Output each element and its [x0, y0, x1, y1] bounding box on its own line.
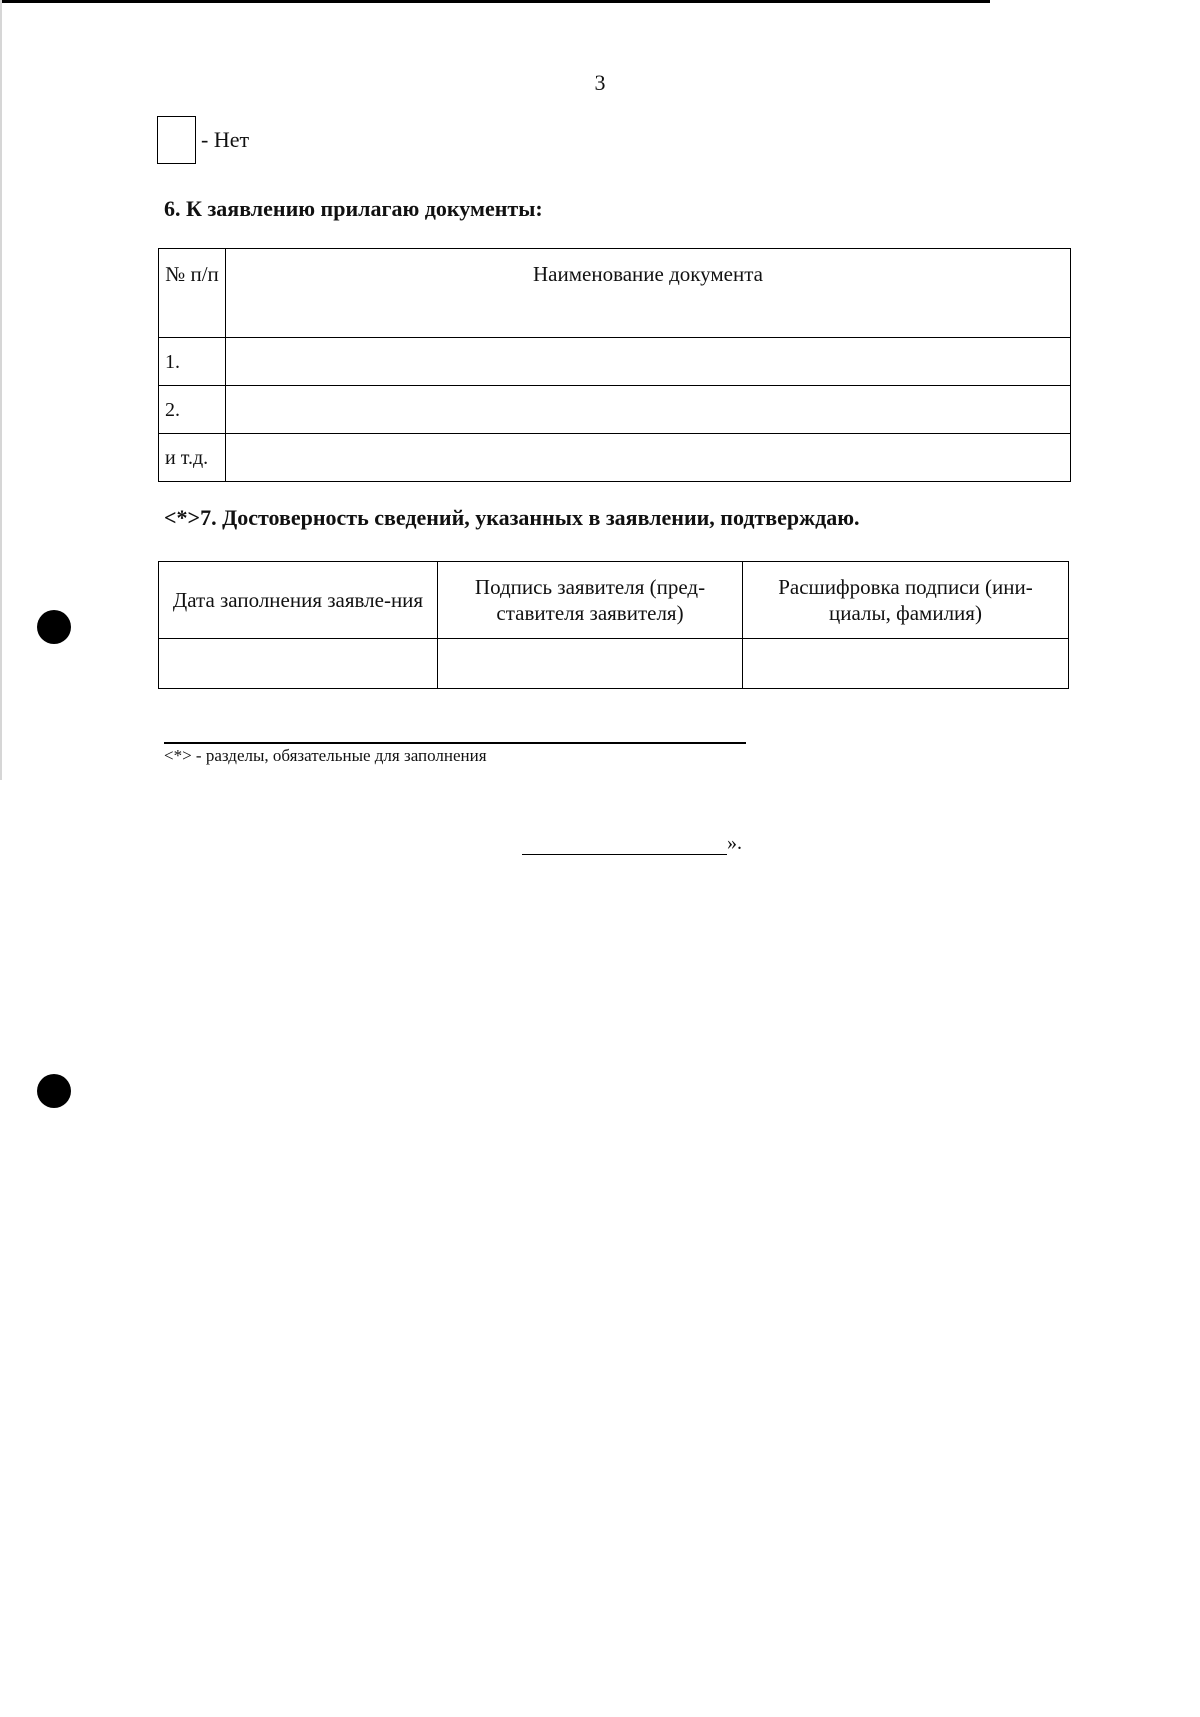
- document-name-cell[interactable]: [226, 386, 1071, 434]
- date-cell[interactable]: [159, 639, 438, 689]
- no-option: [157, 116, 249, 164]
- column-header-date: Дата заполнения заявле-ния: [159, 562, 438, 639]
- table-row: [159, 639, 1069, 689]
- closing-mark: [522, 832, 742, 855]
- table-header-row: [159, 562, 1069, 639]
- column-header-number: № п/п: [159, 249, 226, 338]
- column-header-document-name: Наименование документа: [226, 249, 1071, 338]
- table-header-row: [159, 249, 1071, 338]
- column-header-signature-decoding: Расшифровка подписи (ини-циалы, фамилия): [743, 562, 1069, 639]
- document-name-cell[interactable]: [226, 338, 1071, 386]
- closing-underline: [522, 834, 727, 855]
- closing-quote: ».: [727, 832, 742, 854]
- section-6-heading: 6. К заявлению прилагаю документы:: [164, 196, 543, 221]
- row-number: и т.д.: [159, 434, 226, 482]
- no-label: - Нет: [201, 127, 250, 152]
- signature-decoding-cell[interactable]: [743, 639, 1069, 689]
- table-row: [159, 338, 1071, 386]
- scan-left-edge: [0, 0, 2, 780]
- table-row: [159, 434, 1071, 482]
- page-number: 3: [594, 70, 606, 95]
- table-row: [159, 386, 1071, 434]
- footnote-separator: [164, 742, 746, 744]
- punch-hole: [37, 610, 71, 644]
- row-number: 2.: [159, 386, 226, 434]
- signature-table: [158, 561, 1069, 689]
- no-checkbox[interactable]: [157, 116, 196, 164]
- section-7-heading: <*>7. Достоверность сведений, указанных в заявлении, подтверждаю.: [164, 505, 860, 530]
- footnote: <*> - разделы, обязательные для заполнения: [164, 746, 487, 765]
- attached-documents-table: [158, 248, 1071, 482]
- document-name-cell[interactable]: [226, 434, 1071, 482]
- signature-cell[interactable]: [438, 639, 743, 689]
- row-number: 1.: [159, 338, 226, 386]
- punch-hole: [37, 1074, 71, 1108]
- column-header-signature: Подпись заявителя (пред-ставителя заявителя): [438, 562, 743, 639]
- scan-top-border: [0, 0, 990, 3]
